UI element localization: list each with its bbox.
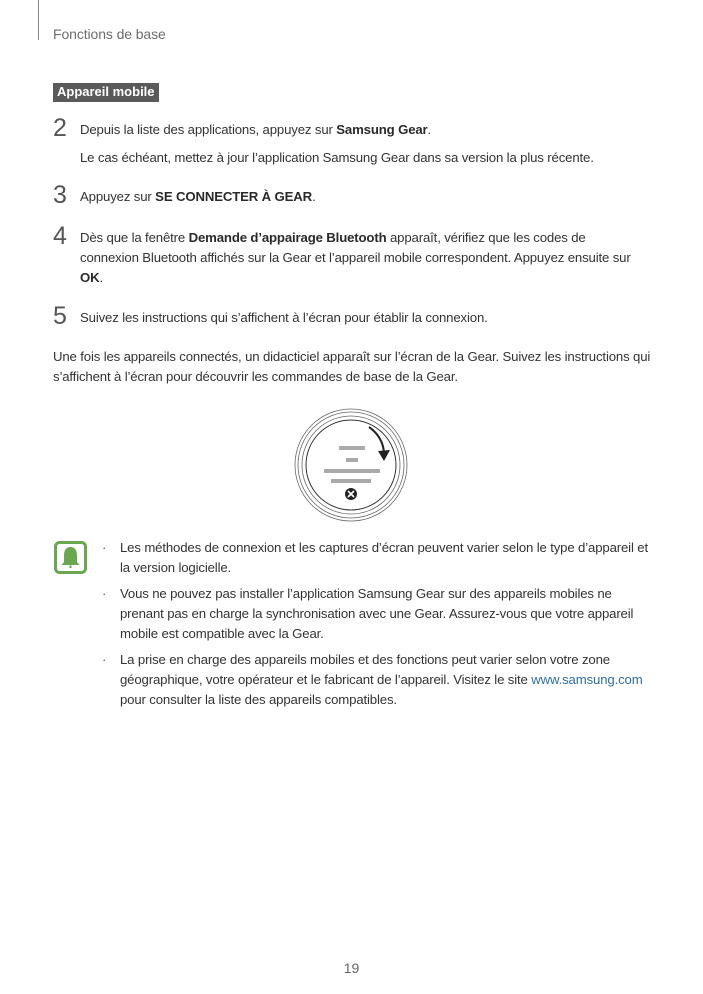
step-text: Dès que la fenêtre Demande d’appairage Bluetooth apparaît, vérifiez que les codes de connexion Bluetooth affichés sur la Gear et l’appareil mobile correspondent. Appuyez ensuite sur OK.	[80, 230, 631, 285]
bell-icon	[54, 541, 87, 574]
step-text: Appuyez sur SE CONNECTER À GEAR.	[80, 189, 316, 204]
header-divider	[38, 0, 39, 40]
note-item: · Vous ne pouvez pas installer l’application Samsung Gear sur des appareils mobiles ne prenant pas en charge la synchronisation avec une Gear. Assurez-vous que votre appareil mobile est compatible avec la Gear.	[102, 586, 634, 641]
page-header-title: Fonctions de base	[53, 26, 166, 42]
samsung-website-link[interactable]: www.samsung.com	[531, 672, 643, 687]
section-tag: Appareil mobile	[53, 83, 159, 102]
step-number: 2	[53, 114, 67, 142]
step-subtext: Le cas échéant, mettez à jour l’application Samsung Gear dans sa version la plus récente.	[80, 150, 594, 165]
step-text: Depuis la liste des applications, appuyez sur Samsung Gear.	[80, 122, 432, 137]
close-icon	[345, 488, 357, 500]
body-paragraph: Une fois les appareils connectés, un didacticiel apparaît sur l’écran de la Gear. Suivez les instructions qui s’affichent à l’écran pour découvrir les commandes de base de la Gear.	[53, 349, 651, 384]
note-item: · La prise en charge des appareils mobiles et des fonctions peut varier selon votre zone géographique, votre opérateur et le fabricant de l’appareil. Visitez le site www.samsung.com pour consulter la liste des appareils compatibles.	[102, 652, 643, 707]
step-number: 5	[53, 302, 67, 330]
page-number: 19	[343, 960, 360, 976]
note-item: · Les méthodes de connexion et les captures d’écran peuvent varier selon le type d’appareil et la version logicielle.	[102, 540, 648, 575]
step-number: 4	[53, 222, 67, 250]
step-text: Suivez les instructions qui s’affichent à l’écran pour établir la connexion.	[80, 310, 488, 325]
step-number: 3	[53, 181, 67, 209]
gear-watch-tutorial-icon	[293, 407, 409, 523]
note-list	[100, 538, 655, 716]
